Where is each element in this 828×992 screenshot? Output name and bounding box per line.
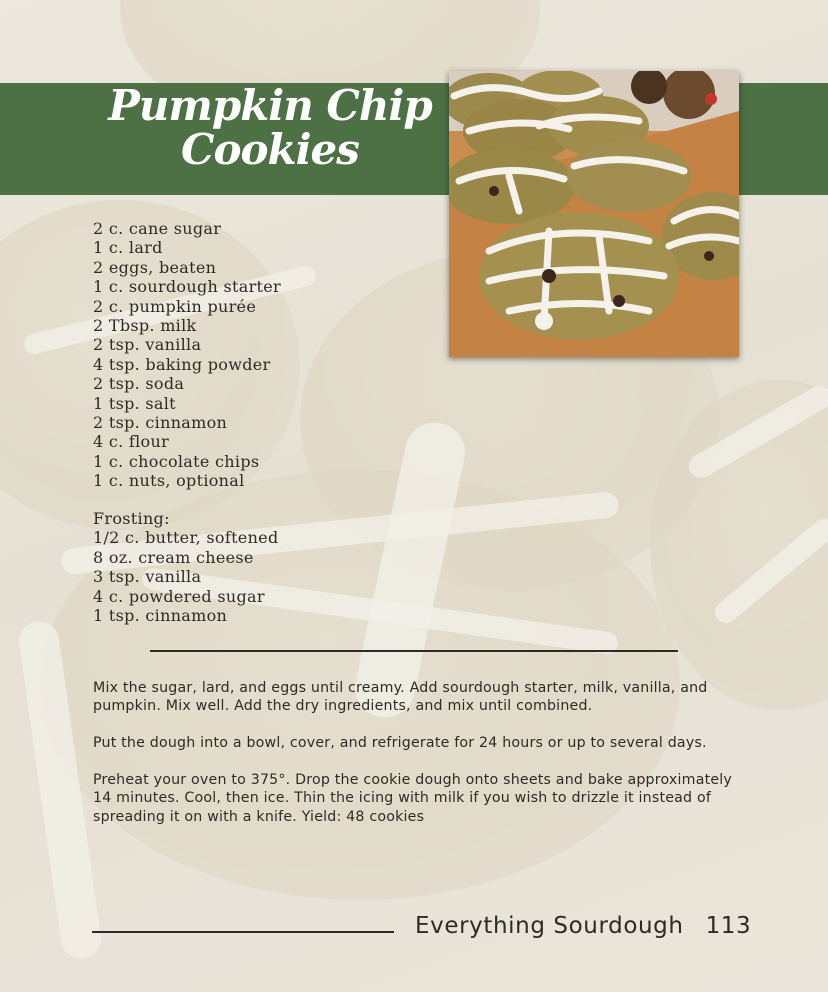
frosting-heading: Frosting: [93, 509, 170, 528]
recipe-title [100, 81, 440, 174]
ingredient-item: 2 tsp. soda [93, 374, 185, 394]
instruction-paragraph: Preheat your oven to 375°. Drop the cookie dough onto sheets and bake approximately 14 minutes. Cool, then ice. Thin the icing with milk if you wish to drizzle it instead of spreading it on with a knife. Yield: 48 cookies [93, 772, 733, 825]
footer-rule [92, 931, 394, 933]
frosting-item: 4 c. powdered sugar [93, 586, 265, 606]
ingredient-item: 2 eggs, beaten [93, 257, 217, 277]
ingredient-list [93, 219, 281, 491]
instructions [93, 679, 753, 845]
page-footer [415, 913, 751, 939]
ingredient-item: 1 c. chocolate chips [93, 451, 260, 471]
cookies-photo-illustration [449, 71, 739, 357]
section-divider [150, 650, 678, 652]
frosting-list [93, 509, 279, 625]
recipe-title-line-1: Pumpkin Chip [108, 81, 432, 130]
instruction-paragraph: Put the dough into a bowl, cover, and refrigerate for 24 hours or up to several days. [93, 735, 707, 752]
instruction-paragraph: Mix the sugar, lard, and eggs until creamy. Add sourdough starter, milk, vanilla, and pumpkin. Mix well. Add the dry ingredients, and mix until combined. [93, 680, 708, 715]
recipe-title-line-2: Cookies [181, 125, 359, 174]
frosting-item: 8 oz. cream cheese [93, 547, 254, 567]
ingredient-item: 4 tsp. baking powder [93, 354, 271, 374]
ingredient-item: 2 tsp. cinnamon [93, 413, 228, 433]
frosting-item: 3 tsp. vanilla [93, 567, 202, 587]
ingredient-item: 2 c. cane sugar [93, 219, 222, 238]
ingredient-item: 2 Tbsp. milk [93, 316, 197, 336]
ingredient-item: 1 c. nuts, optional [93, 471, 245, 491]
ingredient-item: 1 tsp. salt [93, 393, 176, 413]
book-title: Everything Sourdough [415, 913, 684, 939]
ingredient-item: 1 c. sourdough starter [93, 277, 281, 297]
cookies-photo [449, 71, 739, 357]
ingredient-item: 4 c. flour [93, 432, 170, 452]
ingredient-item: 1 c. lard [93, 238, 163, 258]
page-number: 113 [705, 913, 752, 939]
frosting-item: 1/2 c. butter, softened [93, 528, 279, 548]
frosting-item: 1 tsp. cinnamon [93, 606, 228, 626]
ingredient-item: 2 tsp. vanilla [93, 335, 202, 355]
ingredient-item: 2 c. pumpkin purée [93, 296, 257, 316]
